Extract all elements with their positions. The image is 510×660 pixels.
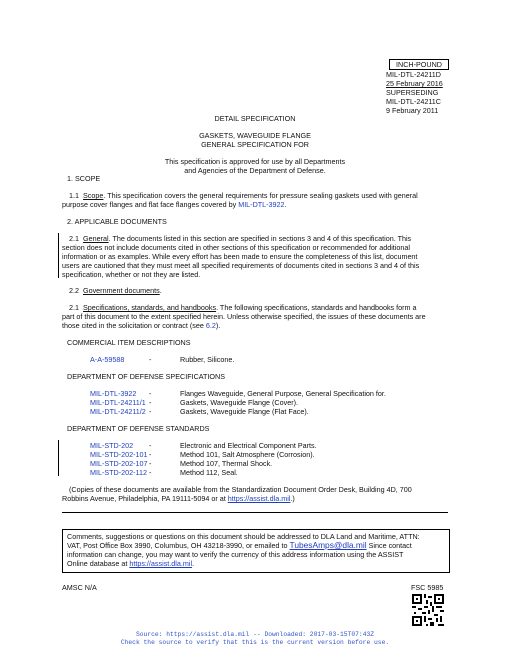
- approval-line2: and Agencies of the Department of Defense.: [184, 166, 326, 175]
- a-a-59588-link[interactable]: A-A-59588: [90, 355, 125, 364]
- ref-row: [90, 459, 420, 468]
- general-para-line4: users are cautioned that they must meet all specified requirements of documents cited in sections 3 and 4 of this: [62, 261, 420, 270]
- ref-dash: -: [149, 398, 152, 407]
- copies-line1: (Copies of these documents are available from the Standardization Document Order Desk, Building 4D, 700: [69, 485, 412, 494]
- scope-text-a: . This specification covers the general requirements for pressure sealing gaskets used with general: [103, 191, 418, 200]
- email-link[interactable]: TubesAmps@dla.mil: [289, 540, 367, 550]
- mil-dtl-24211-1-link[interactable]: MIL-DTL-24211/1: [90, 398, 146, 407]
- copies-text: Robbins Avenue, Philadelphia, PA 19111-5094 or at: [62, 494, 228, 503]
- specs-text-end: ).: [215, 321, 221, 330]
- approval-line1: This specification is approved for use by all Departments: [164, 157, 346, 166]
- change-bar-standards: [58, 440, 59, 476]
- ref-dash: -: [149, 407, 152, 416]
- ref-dash: -: [149, 389, 152, 398]
- ref-desc: Flanges Waveguide, General Purpose, General Specification for.: [180, 389, 386, 398]
- general-para-line1: [69, 234, 411, 243]
- scope-para-line2: [62, 200, 287, 209]
- dod-specs-heading: DEPARTMENT OF DEFENSE SPECIFICATIONS: [67, 372, 226, 381]
- ref-row: [90, 407, 420, 416]
- ref-dash: -: [149, 468, 152, 477]
- mil-dtl-3922-link[interactable]: MIL-DTL-3922: [238, 200, 285, 209]
- change-bar-2-1: [58, 233, 59, 278]
- gov-docs-term: Government documents: [83, 286, 160, 295]
- separator-rule: [62, 512, 448, 513]
- specs-para-line1: [69, 303, 417, 312]
- mil-std-202-107-link[interactable]: MIL-STD-202-107: [90, 459, 148, 468]
- inch-pound-label: INCH-POUND: [396, 60, 442, 69]
- scope-text-end: .: [284, 200, 287, 209]
- general-para-line2: section does not include documents cited in other sections of this specification or recommended for additional: [62, 243, 410, 252]
- applicable-docs-heading: 2. APPLICABLE DOCUMENTS: [67, 217, 167, 226]
- comments-text-4a: Online database at: [67, 559, 130, 568]
- spec-title-line1: GASKETS, WAVEGUIDE FLANGE: [199, 131, 311, 140]
- ref-row: [90, 355, 420, 364]
- ref-desc: Rubber, Silicone.: [180, 355, 235, 364]
- general-term: General: [83, 234, 109, 243]
- ref-desc: Gaskets, Waveguide Flange (Flat Face).: [180, 407, 309, 416]
- comments-line3: information can change, you may want to verify the currency of this address information using the ASSIST: [67, 550, 404, 559]
- detail-spec-title: DETAIL SPECIFICATION: [214, 114, 296, 123]
- comments-text-2b: Since contact: [366, 541, 412, 550]
- ref-desc: Method 101, Salt Atmosphere (Corrosion).: [180, 450, 315, 459]
- comments-text-4b: .: [192, 559, 195, 568]
- ref-dash: -: [149, 450, 152, 459]
- ref-row: [90, 389, 420, 398]
- scope-para-line1: [69, 191, 418, 200]
- mil-std-202-112-link[interactable]: MIL-STD-202-112: [90, 468, 147, 477]
- gov-docs-line: [69, 286, 162, 295]
- comments-line1: Comments, suggestions or questions on this document should be addressed to DLA Land and Maritime, ATTN:: [67, 532, 420, 541]
- section-6-2-link[interactable]: 6.2: [205, 321, 216, 330]
- mil-dtl-3922-ref-link[interactable]: MIL-DTL-3922: [90, 389, 137, 398]
- ref-dash: -: [149, 459, 152, 468]
- fsc-label: FSC 5985: [411, 583, 444, 592]
- general-para-line5: specification, whether or not they are listed.: [62, 270, 201, 279]
- general-num: 2.1: [69, 234, 79, 243]
- footer-verify-line: Check the source to verify that this is the current version before use.: [120, 639, 390, 646]
- scope-heading: 1. SCOPE: [67, 174, 101, 183]
- superseding-label: SUPERSEDING: [386, 88, 439, 97]
- ref-desc: Electronic and Electrical Component Parts.: [180, 441, 317, 450]
- spec-title-line2: GENERAL SPECIFICATION FOR: [201, 140, 309, 149]
- superseded-doc-date: 9 February 2011: [386, 106, 439, 115]
- footer-source-line: Source: https://assist.dla.mil -- Downloaded: 2017-03-15T07:43Z: [135, 631, 375, 638]
- copies-end: .): [290, 494, 295, 503]
- mil-std-202-link[interactable]: MIL-STD-202: [90, 441, 134, 450]
- mil-std-202-101-link[interactable]: MIL-STD-202-101: [90, 450, 148, 459]
- specs-text-1: . The following specifications, standards and handbooks form a: [216, 303, 417, 312]
- ref-row: [90, 441, 420, 450]
- dod-standards-heading: DEPARTMENT OF DEFENSE STANDARDS: [67, 424, 210, 433]
- specs-para-line2: part of this document to the extent specified herein. Unless otherwise specified, the issues of these documents are: [62, 312, 426, 321]
- amsc-label: AMSC N/A: [62, 583, 97, 592]
- assist-online-link[interactable]: https://assist.dla.mil: [129, 559, 193, 568]
- comments-line4: [67, 559, 194, 568]
- copies-line2: [62, 494, 295, 503]
- ref-desc: Method 112, Seal.: [180, 468, 238, 477]
- qr-code-icon: [412, 594, 444, 626]
- assist-link[interactable]: https://assist.dla.mil: [227, 494, 291, 503]
- ref-dash: -: [149, 355, 152, 364]
- ref-desc: Gaskets, Waveguide Flange (Cover).: [180, 398, 298, 407]
- doc-id: MIL-DTL-24211D: [386, 70, 441, 79]
- specs-term: Specifications, standards, and handbooks: [83, 303, 217, 312]
- specs-text-3: those cited in the solicitation or contract (see: [62, 321, 206, 330]
- ref-desc: Method 107, Thermal Shock.: [180, 459, 273, 468]
- superseded-doc-id: MIL-DTL-24211C: [386, 97, 441, 106]
- ref-row: [90, 398, 420, 407]
- inch-pound-box: [389, 59, 449, 70]
- scope-text-b: purpose cover flanges and flat face flanges covered by: [62, 200, 239, 209]
- scope-num: 1.1: [69, 191, 79, 200]
- comments-text-2a: VAT, Post Office Box 3990, Columbus, OH 43218-3990, or emailed to: [67, 541, 290, 550]
- ref-row: [90, 450, 420, 459]
- specs-para-line3: [62, 321, 220, 330]
- comments-line2: [67, 541, 412, 550]
- commercial-heading: COMMERCIAL ITEM DESCRIPTIONS: [67, 338, 191, 347]
- specs-num: 2.1: [69, 303, 79, 312]
- general-text-1: . The documents listed in this section are specified in sections 3 and 4 of this specification. This: [108, 234, 412, 243]
- ref-dash: -: [149, 441, 152, 450]
- comments-box: [62, 529, 450, 573]
- general-para-line3: information or as examples. While every effort has been made to ensure the completeness of this list, document: [62, 252, 418, 261]
- gov-docs-end: .: [159, 286, 162, 295]
- gov-docs-num: 2.2: [69, 286, 79, 295]
- doc-date: 25 February 2016: [386, 79, 443, 88]
- mil-dtl-24211-2-link[interactable]: MIL-DTL-24211/2: [90, 407, 146, 416]
- ref-row: [90, 468, 420, 477]
- scope-term: Scope: [83, 191, 104, 200]
